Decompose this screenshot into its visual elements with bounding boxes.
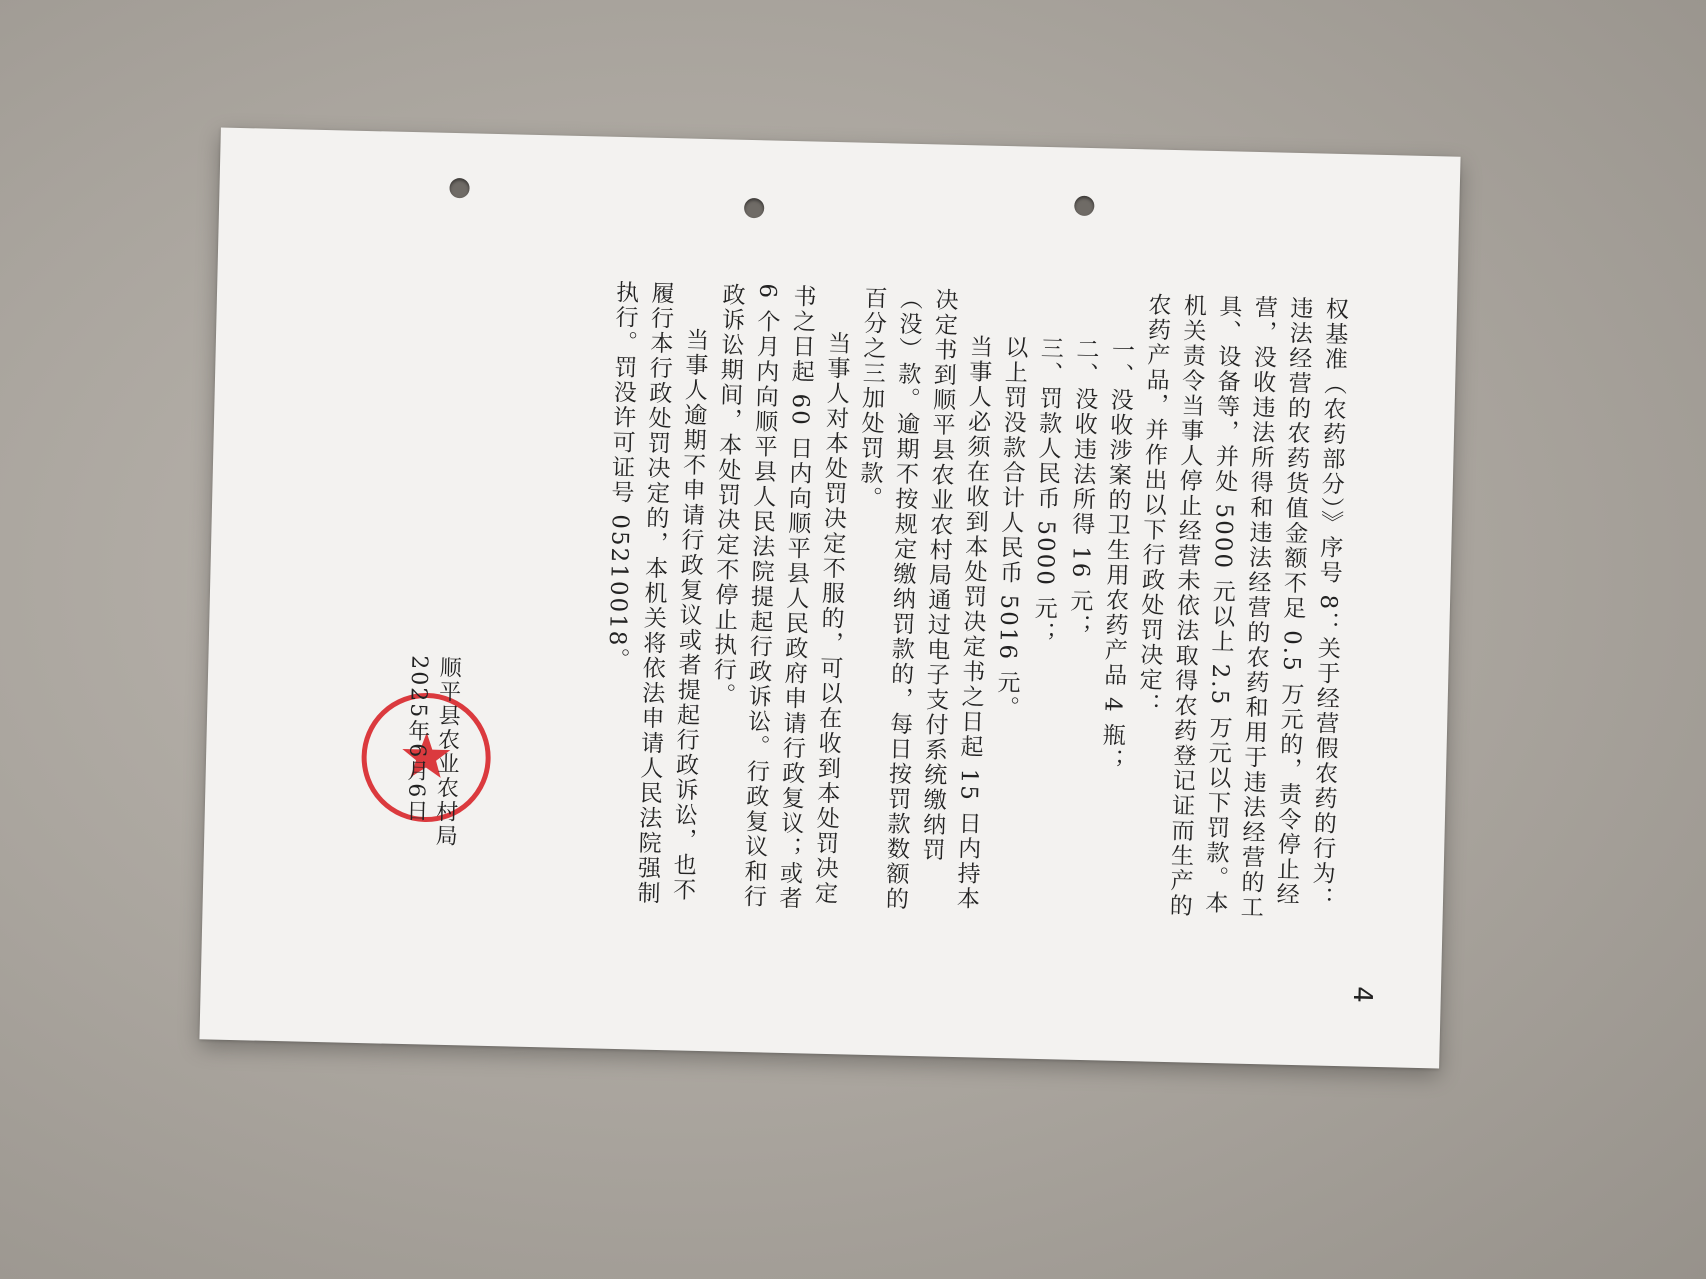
signature-block <box>399 655 464 848</box>
paragraph: 当事人对本处罚决定不服的，可以在收到本处罚决定书之日起 60 日内向顺平县人民政府申请行政复议；或者 6 个月内向顺平县人民法院提起行政诉讼。行政复议和行政诉讼期间，本处罚决定不停止执行。 <box>708 282 851 912</box>
paragraph: 一、没收涉案的卫生用农药产品 4 瓶； <box>1097 337 1135 774</box>
paragraph: 权基准（农药部分）》序号 8：关于经营假农药的行为：违法经营的农药货值金额不足 0.5 万元的，责令停止经营，没收违法所得和违法经营的农药和用于违法经营的工具、设备等，并处 5000 元以上 2.5 万元以下罚款。本机关责令当事人停止经营未依法取得农药登记证而生产的农药产品，并作出以下行政处罚决定： <box>1134 292 1349 921</box>
page-number: 4 <box>1347 986 1378 1004</box>
paragraph: 以上罚没款合计人民币 5016 元。 <box>992 334 1028 721</box>
document-page <box>199 128 1460 1069</box>
signing-date: 2025年6月6日 <box>402 655 432 824</box>
punch-hole <box>744 198 764 218</box>
punch-hole <box>449 178 469 198</box>
punch-hole <box>1074 196 1094 216</box>
document-body <box>482 277 1352 933</box>
signing-agency: 顺平县农业农村局 <box>432 655 462 849</box>
paragraph: 当事人必须在收到本处罚决定书之日起 15 日内持本决定书到顺平县农业农村局通过电子支付系统缴纳罚（没）款。逾期不按规定缴纳罚款的，每日按罚款数额的百分之三加处罚款。 <box>855 285 993 912</box>
paragraph: 当事人逾期不申请行政复议或者提起行政诉讼，也不履行本行政处罚决定的，本机关将依法申请人民法院强制执行。罚没许可证号 05210018。 <box>603 279 709 907</box>
paragraph: 二、没收违法所得 16 元； <box>1065 336 1099 640</box>
paragraph: 三、罚款人民币 5000 元； <box>1029 335 1064 647</box>
